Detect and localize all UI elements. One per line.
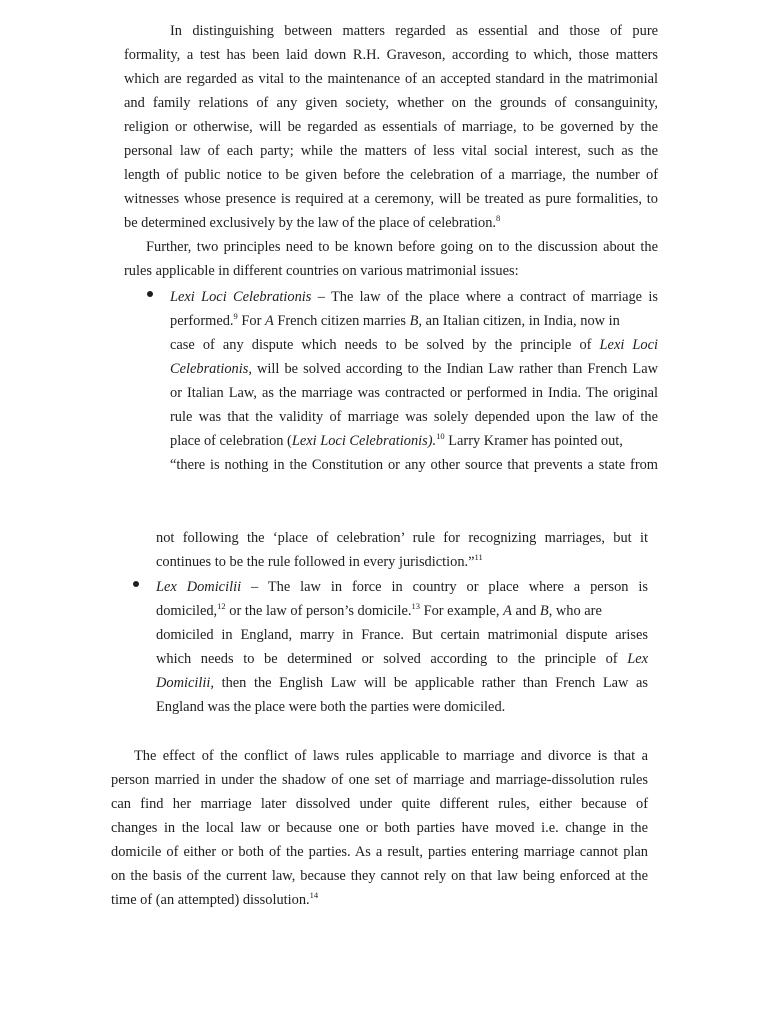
paragraph-3-line-6: on the basis of the current law, because they cannot rely on that law being enforced at the (111, 868, 648, 884)
bullet-2-l2c: For example, (420, 603, 504, 619)
paragraph-1-line-9 (124, 213, 501, 231)
term-celebrationis: Celebrationis, (170, 361, 252, 377)
bullet-2-line-4 (156, 652, 648, 666)
paragraph-1-line-2: formality, a test has been laid down R.H. Graveson, according to which, those matters (124, 47, 658, 63)
party-b: B (409, 313, 419, 329)
paragraph-3-line-4: changes in the local law or because one or both parties have moved i.e. change in the (111, 820, 648, 836)
bullet-1-l10: continues to be the rule followed in every jurisdiction.” (156, 554, 475, 570)
bullet-2-line-1 (156, 580, 648, 594)
bullet-2-line-6: England was the place were both the parties were domiciled. (156, 699, 506, 715)
bullet-2-line-5 (156, 676, 648, 690)
bullet-1-l2b: For (237, 313, 265, 329)
bullet-2-line-3: domiciled in England, marry in France. But certain matrimonial dispute arises (156, 627, 648, 643)
paragraph-3-line-7-text: time of (an attempted) dissolution. (111, 892, 310, 908)
bullet-2-l2d: and (511, 603, 540, 619)
footnote-ref-14: 14 (309, 890, 319, 900)
bullet-1-line-9: not following the ‘place of celebration’ rule for recognizing marriages, but it (156, 530, 648, 546)
bullet-2-line-2 (156, 601, 602, 619)
term-lexi-loci-celebrationis: Lexi Loci Celebrationis (170, 289, 312, 305)
bullet-1-line-1-text: – The law of the place where a contract of marriage is (311, 289, 658, 305)
paragraph-1-line-9-text: be determined exclusively by the law of the place of celebration. (124, 215, 497, 231)
term-lex: Lex (627, 651, 648, 667)
paragraph-1-line-7: length of public notice to be given before the celebration of a marriage, the number of (124, 167, 658, 183)
bullet-1-l7a: place of celebration ( (170, 433, 292, 449)
bullet-1-l4rest: will be solved according to the Indian Law rather than French Law (251, 361, 658, 377)
paragraph-3-line-5: domicile of either or both of the parties. As a result, parties entering marriage cannot plan (111, 844, 648, 860)
bullet-1-line-7 (170, 431, 623, 449)
paragraph-1-line-5: religion or otherwise, will be regarded as essentials of marriage, to be governed by the (124, 119, 658, 135)
party-b-2: B (539, 603, 549, 619)
paragraph-3-line-3: can find her marriage later dissolved under quite different rules, either because of (111, 796, 648, 812)
bullet-1-line-3 (170, 338, 658, 352)
term-lex-domicilii: Lex Domicilii (156, 579, 242, 595)
term-lexi-loci-celebrationis-2: Lexi Loci Celebrationis). (291, 433, 437, 449)
bullet-2-l4a: which needs to be determined or solved according to the principle of (156, 651, 628, 667)
bullet-1-line-1 (170, 290, 658, 304)
term-domicilii: Domicilii, (156, 675, 214, 691)
party-a-2: A (503, 603, 512, 619)
paragraph-1-line-4: and family relations of any given society, whether on the grounds of consanguinity, (124, 95, 658, 111)
bullet-1-l7b: Larry Kramer has pointed out, (444, 433, 623, 449)
paragraph-1-line-1: In distinguishing between matters regarded as essential and those of pure (170, 23, 658, 39)
bullet-2-l2e: , who are (548, 603, 602, 619)
bullet-1-l2a: performed. (170, 313, 234, 329)
bullet-2-l5rest: then the English Law will be applicable rather than French Law as (213, 675, 648, 691)
footnote-ref-13: 13 (411, 601, 420, 611)
footnote-ref-11: 11 (474, 552, 483, 562)
bullet-1-l2c: French citizen marries (273, 313, 410, 329)
bullet-1-line-8: “there is nothing in the Constitution or any other source that prevents a state from (170, 457, 658, 473)
paragraph-1-line-6: personal law of each party; while the matters of less vital social interest, such as the (124, 143, 658, 159)
bullet-2-l2a: domiciled, (156, 603, 218, 619)
bullet-1-l3a: case of any dispute which needs to be solved by the principle of (170, 337, 600, 353)
paragraph-3-line-2: person married in under the shadow of one set of marriage and marriage-dissolution rules (111, 772, 648, 788)
bullet-dot-1 (147, 291, 153, 297)
bullet-1-line-4 (170, 362, 658, 376)
paragraph-1-line-8: witnesses whose presence is required at a ceremony, will be treated as pure formalities, to (124, 191, 658, 207)
bullet-1-line-6: rule was that the validity of marriage was solely depended upon the law of the (170, 409, 658, 425)
paragraph-3-line-7 (111, 890, 319, 908)
bullet-dot-2 (133, 581, 139, 587)
footnote-ref-12: 12 (217, 601, 226, 611)
bullet-1-line-2 (170, 311, 620, 329)
bullet-1-line-10 (156, 552, 483, 570)
term-lexi-loci: Lexi Loci (599, 337, 658, 353)
paragraph-2-line-1: Further, two principles need to be known before going on to the discussion about the (146, 239, 658, 255)
party-a: A (264, 313, 274, 329)
footnote-ref-8: 8 (496, 213, 501, 223)
bullet-1-line-5: or Italian Law, as the marriage was contracted or performed in India. The original (170, 385, 658, 401)
footnote-ref-10: 10 (436, 431, 445, 441)
bullet-2-line-1-text: – The law in force in country or place where a person is (241, 579, 649, 595)
paragraph-1-line-3: which are regarded as vital to the maintenance of an accepted standard in the matrimonial (124, 71, 658, 87)
paragraph-2-line-2: rules applicable in different countries on various matrimonial issues: (124, 263, 519, 279)
bullet-1-l2d: , an Italian citizen, in India, now in (418, 313, 620, 329)
footnote-ref-9: 9 (233, 311, 238, 321)
bullet-2-l2b: or the law of person’s domicile. (225, 603, 412, 619)
paragraph-3-line-1: The effect of the conflict of laws rules applicable to marriage and divorce is that a (134, 748, 648, 764)
